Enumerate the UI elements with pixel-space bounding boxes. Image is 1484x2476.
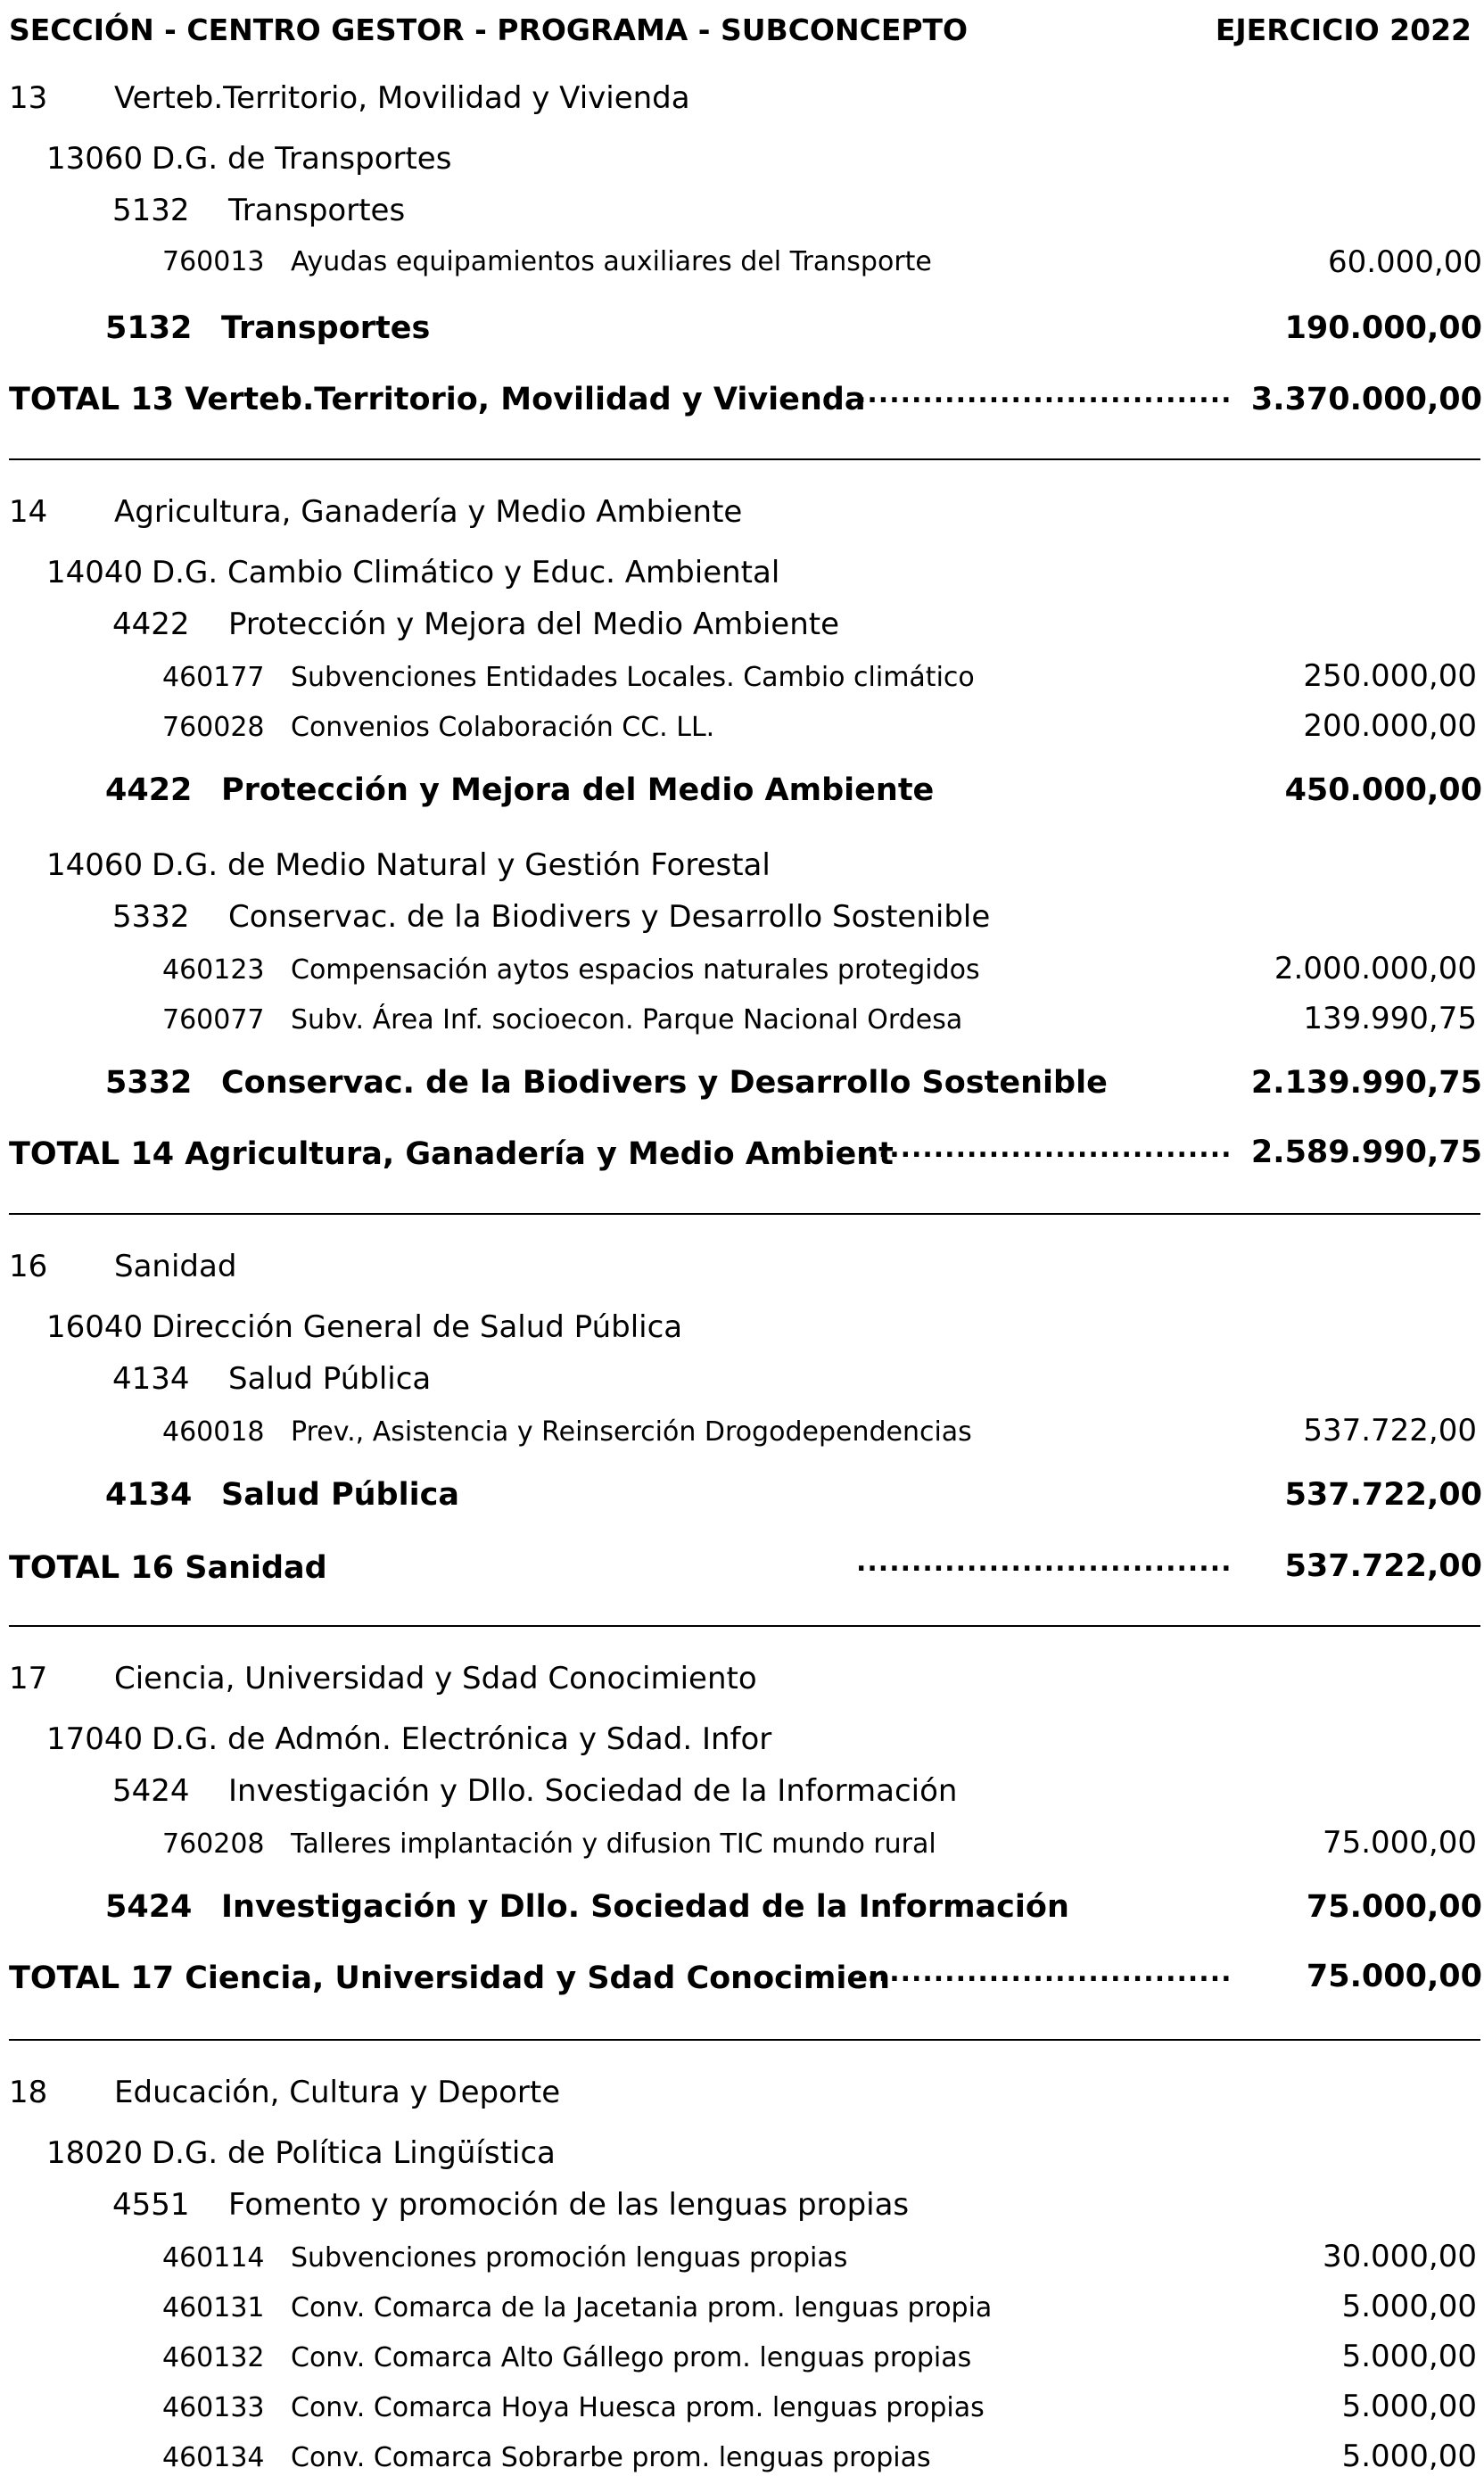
program-code: 4134 bbox=[112, 1361, 190, 1397]
item-description: Ayudas equipamientos auxiliares del Transporte bbox=[291, 246, 932, 277]
program-name: Protección y Mejora del Medio Ambiente bbox=[228, 607, 839, 642]
center-code: 14040 bbox=[46, 555, 144, 590]
section-total-amount: 75.000,00 bbox=[1306, 1959, 1482, 1994]
item-amount: 5.000,00 bbox=[1341, 2289, 1477, 2324]
program-code: 4422 bbox=[112, 607, 190, 642]
section-code: 16 bbox=[9, 1249, 48, 1284]
program-name: Investigación y Dllo. Sociedad de la Información bbox=[228, 1773, 958, 1809]
section-total-amount: 537.722,00 bbox=[1284, 1548, 1482, 1584]
section-code: 18 bbox=[9, 2075, 48, 2110]
program-code: 5332 bbox=[112, 899, 190, 935]
item-amount: 250.000,00 bbox=[1303, 658, 1477, 694]
item-amount: 30.000,00 bbox=[1322, 2239, 1477, 2274]
item-description: Subvenciones Entidades Locales. Cambio climático bbox=[291, 662, 975, 693]
section-code: 17 bbox=[9, 1661, 48, 1696]
section-total-amount: 2.589.990,75 bbox=[1250, 1135, 1482, 1170]
item-code: 760208 bbox=[162, 1828, 265, 1860]
subtotal-code: 5332 bbox=[105, 1065, 193, 1101]
section-total-label: TOTAL 13 Verteb.Territorio, Movilidad y Vivienda bbox=[9, 382, 866, 417]
item-description: Compensación aytos espacios naturales protegidos bbox=[291, 954, 980, 986]
item-code: 460018 bbox=[162, 1416, 265, 1448]
item-amount: 2.000.000,00 bbox=[1274, 951, 1477, 986]
item-code: 460177 bbox=[162, 662, 265, 693]
item-description: Convenios Colaboración CC. LL. bbox=[291, 712, 715, 743]
item-amount: 139.990,75 bbox=[1303, 1001, 1477, 1036]
subtotal-code: 4134 bbox=[105, 1477, 193, 1513]
item-code: 760077 bbox=[162, 1004, 265, 1036]
item-code: 460133 bbox=[162, 2392, 265, 2423]
leader-dots: .................................. bbox=[856, 1957, 1233, 1988]
section-name: Educación, Cultura y Deporte bbox=[114, 2075, 561, 2110]
item-amount: 537.722,00 bbox=[1303, 1413, 1477, 1448]
item-amount: 60.000,00 bbox=[1327, 244, 1482, 280]
section-name: Ciencia, Universidad y Sdad Conocimiento bbox=[114, 1661, 757, 1696]
item-code: 460132 bbox=[162, 2342, 265, 2373]
program-code: 4551 bbox=[112, 2187, 190, 2223]
item-description: Conv. Comarca Hoya Huesca prom. lenguas propias bbox=[291, 2392, 985, 2423]
subtotal-amount: 537.722,00 bbox=[1284, 1477, 1482, 1513]
item-code: 460134 bbox=[162, 2442, 265, 2473]
center-name: D.G. de Admón. Electrónica y Sdad. Infor bbox=[152, 1721, 772, 1757]
item-code: 760013 bbox=[162, 246, 265, 277]
center-name: D.G. de Política Lingüística bbox=[152, 2135, 556, 2171]
program-name: Salud Pública bbox=[228, 1361, 432, 1397]
center-code: 14060 bbox=[46, 847, 144, 883]
program-name: Transportes bbox=[228, 193, 406, 228]
center-name: D.G. de Medio Natural y Gestión Forestal bbox=[152, 847, 771, 883]
subtotal-amount: 75.000,00 bbox=[1306, 1889, 1482, 1925]
leader-dots: .................................. bbox=[856, 1547, 1233, 1578]
subtotal-name: Transportes bbox=[221, 310, 431, 346]
item-description: Prev., Asistencia y Reinserción Drogodependencias bbox=[291, 1416, 972, 1448]
item-amount: 5.000,00 bbox=[1341, 2389, 1477, 2424]
section-total-label: TOTAL 16 Sanidad bbox=[9, 1550, 327, 1586]
leader-dots: .................................. bbox=[856, 1133, 1233, 1164]
section-name: Agricultura, Ganadería y Medio Ambiente bbox=[114, 494, 743, 530]
subtotal-amount: 450.000,00 bbox=[1284, 772, 1482, 808]
center-name: D.G. de Transportes bbox=[152, 141, 452, 177]
section-total-label: TOTAL 14 Agricultura, Ganadería y Medio Ambient bbox=[9, 1136, 894, 1172]
item-description: Conv. Comarca de la Jacetania prom. lenguas propia bbox=[291, 2292, 993, 2323]
item-amount: 200.000,00 bbox=[1303, 708, 1477, 744]
program-name: Conservac. de la Biodivers y Desarrollo Sostenible bbox=[228, 899, 991, 935]
item-description: Conv. Comarca Sobrarbe prom. lenguas propias bbox=[291, 2442, 931, 2473]
center-code: 13060 bbox=[46, 141, 144, 177]
section-name: Sanidad bbox=[114, 1249, 237, 1284]
section-divider bbox=[9, 1213, 1480, 1215]
report-header-columns: SECCIÓN - CENTRO GESTOR - PROGRAMA - SUBCONCEPTO bbox=[9, 12, 969, 47]
item-amount: 5.000,00 bbox=[1341, 2439, 1477, 2474]
item-description: Talleres implantación y difusion TIC mundo rural bbox=[291, 1828, 936, 1860]
section-total-label: TOTAL 17 Ciencia, Universidad y Sdad Conocimien bbox=[9, 1960, 890, 1996]
section-divider bbox=[9, 1625, 1480, 1627]
item-code: 460131 bbox=[162, 2292, 265, 2323]
center-code: 17040 bbox=[46, 1721, 144, 1757]
center-name: D.G. Cambio Climático y Educ. Ambiental bbox=[152, 555, 780, 590]
program-code: 5424 bbox=[112, 1773, 190, 1809]
subtotal-amount: 2.139.990,75 bbox=[1250, 1065, 1482, 1101]
subtotal-code: 5424 bbox=[105, 1889, 193, 1925]
section-name: Verteb.Territorio, Movilidad y Vivienda bbox=[114, 80, 690, 116]
item-description: Subv. Área Inf. socioecon. Parque Nacional Ordesa bbox=[291, 1004, 963, 1036]
section-code: 13 bbox=[9, 80, 48, 116]
subtotal-name: Investigación y Dllo. Sociedad de la Información bbox=[221, 1889, 1069, 1925]
section-total-amount: 3.370.000,00 bbox=[1250, 382, 1482, 417]
fiscal-year-label: EJERCICIO 2022 bbox=[1215, 12, 1472, 47]
leader-dots: .................................. bbox=[856, 378, 1233, 409]
item-code: 760028 bbox=[162, 712, 265, 743]
subtotal-code: 4422 bbox=[105, 772, 193, 808]
center-code: 18020 bbox=[46, 2135, 144, 2171]
item-amount: 5.000,00 bbox=[1341, 2339, 1477, 2374]
item-amount: 75.000,00 bbox=[1322, 1825, 1477, 1861]
subtotal-code: 5132 bbox=[105, 310, 193, 346]
item-description: Subvenciones promoción lenguas propias bbox=[291, 2242, 848, 2274]
subtotal-name: Salud Pública bbox=[221, 1477, 459, 1513]
subtotal-amount: 190.000,00 bbox=[1284, 310, 1482, 346]
subtotal-name: Conservac. de la Biodivers y Desarrollo Sostenible bbox=[221, 1065, 1108, 1101]
item-amount-row bbox=[0, 244, 1484, 280]
section-divider bbox=[9, 458, 1480, 460]
section-divider bbox=[9, 2039, 1480, 2041]
item-code: 460114 bbox=[162, 2242, 265, 2274]
item-description: Conv. Comarca Alto Gállego prom. lenguas propias bbox=[291, 2342, 972, 2373]
program-code: 5132 bbox=[112, 193, 190, 228]
program-name: Fomento y promoción de las lenguas propias bbox=[228, 2187, 910, 2223]
center-name: Dirección General de Salud Pública bbox=[152, 1309, 683, 1345]
section-code: 14 bbox=[9, 494, 48, 530]
subtotal-name: Protección y Mejora del Medio Ambiente bbox=[221, 772, 935, 808]
center-code: 16040 bbox=[46, 1309, 144, 1345]
item-code: 460123 bbox=[162, 954, 265, 986]
